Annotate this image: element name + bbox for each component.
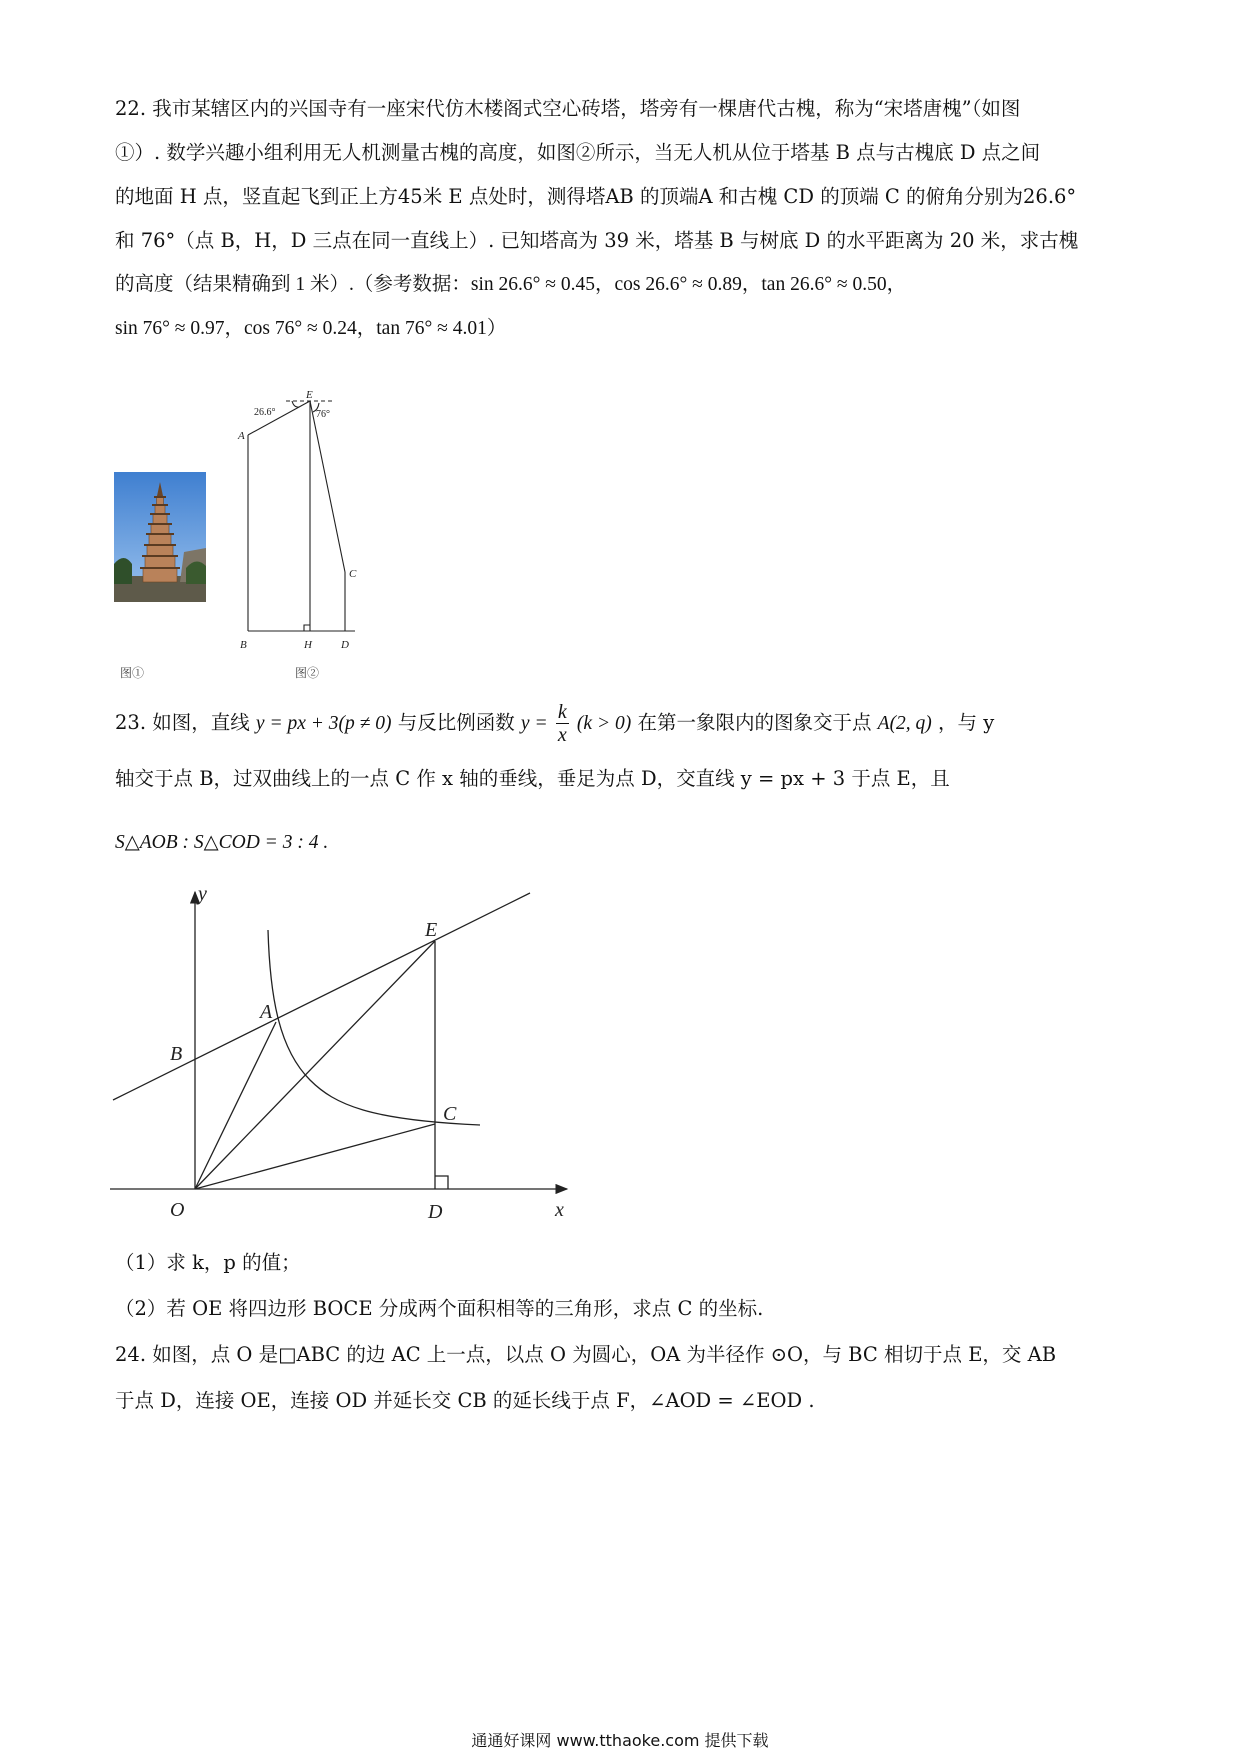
q22-text-line5: 的高度（结果精确到 1 米）.（参考数据：sin 26.6° ≈ 0.45，cos 26.6° ≈ 0.89，tan 26.6° ≈ 0.50， [115,274,907,295]
caption-fig2: 图② [295,666,320,680]
label-c: C [443,1103,457,1125]
angle-label-right: 76° [316,409,330,420]
q22-text-line6: sin 76° ≈ 0.97，cos 76° ≈ 0.24，tan 76° ≈ 4.01） [115,318,507,339]
q23-text-c: 在第一象限内的图象交于点 [637,711,872,734]
q23-area-ratio: S△AOB : S△COD = 3 : 4 . [115,832,329,853]
q23-intro: 23. 如图，直线 [115,711,250,734]
q23-text-line1 [115,700,1135,746]
q23-y-equals: y = [520,713,548,734]
hyperbola-curve [268,930,480,1125]
q23-text-b: 与反比例函数 [397,711,515,734]
q23-figure [110,880,580,1230]
q22-text-line2: ①）. 数学兴趣小组利用无人机测量古槐的高度，如图②所示，当无人机从位于塔基 B 点与古槐底 D 点之间 [115,141,1041,164]
label-h: H [304,639,312,651]
q23-fraction-denominator: x [557,724,567,746]
angle-arc-left [292,401,299,407]
q23-subquestion-2: （2）若 OE 将四边形 BOCE 分成两个面积相等的三角形，求点 C 的坐标. [115,1297,764,1320]
label-x: x [555,1199,564,1221]
label-b: B [240,639,247,651]
label-d: D [341,639,349,651]
q22-figure2 [230,386,357,676]
segment-oe [195,941,435,1189]
angle-label-left: 26.6° [254,407,276,418]
right-angle-h [304,625,310,631]
pagoda-photo [114,472,206,602]
right-angle-d [435,1176,448,1189]
q23-k-condition: (k > 0) [576,713,632,734]
q23-text-line2: 轴交于点 B，过双曲线上的一点 C 作 x 轴的垂线，垂足为点 D，交直线 y = px + 3 于点 E，且 [115,767,950,790]
label-o: O [170,1199,185,1221]
q23-point-a: A(2, q) [877,713,932,734]
q23-fraction-numerator: k [557,701,567,723]
label-e: E [425,919,438,941]
label-y: y [198,883,207,905]
line-ec [310,401,345,572]
pagoda-illustration [114,472,206,602]
q22-text-line1: 22. 我市某辖区内的兴国寺有一座宋代仿木楼阁式空心砖塔，塔旁有一棵唐代古槐，称为“宋塔唐槐”（如图 [115,97,1021,120]
segment-oc [195,1124,435,1189]
q22-text-line3: 的地面 H 点，竖直起飞到正上方45米 E 点处时，测得塔AB 的顶端A 和古槐 CD 的顶端 C 的俯角分别为26.6° [115,185,1077,208]
q24-text-line1: 24. 如图，点 O 是□ABC 的边 AC 上一点，以点 O 为圆心，OA 为半径作 ⊙O，与 BC 相切于点 E，交 AB [115,1343,1057,1366]
segment-oa [195,1022,276,1189]
label-b: B [170,1043,183,1065]
q23-subquestion-1: （1）求 k，p 的值； [115,1251,301,1274]
line-y-px3 [113,893,530,1100]
q22-text-line4: 和 76°（点 B，H，D 三点在同一直线上）. 已知塔高为 39 米，塔基 B 与树底 D 的水平距离为 20 米，求古槐 [115,229,1079,252]
label-e: E [306,389,313,401]
q23-text-d: ，与 y [938,711,995,734]
q23-line-equation: y = px + 3(p ≠ 0) [255,713,392,734]
q24-text-line2: 于点 D，连接 OE，连接 OD 并延长交 CB 的延长线于点 F，∠AOD = ∠EOD . [115,1389,815,1412]
page-footer: 通通好课网 www.tthaoke.com 提供下载 [471,1731,769,1750]
label-a: A [238,430,245,442]
q23-fraction [556,701,569,746]
label-a: A [260,1001,273,1023]
label-c: C [349,568,357,580]
caption-fig1: 图① [120,666,145,680]
label-d: D [428,1201,443,1223]
